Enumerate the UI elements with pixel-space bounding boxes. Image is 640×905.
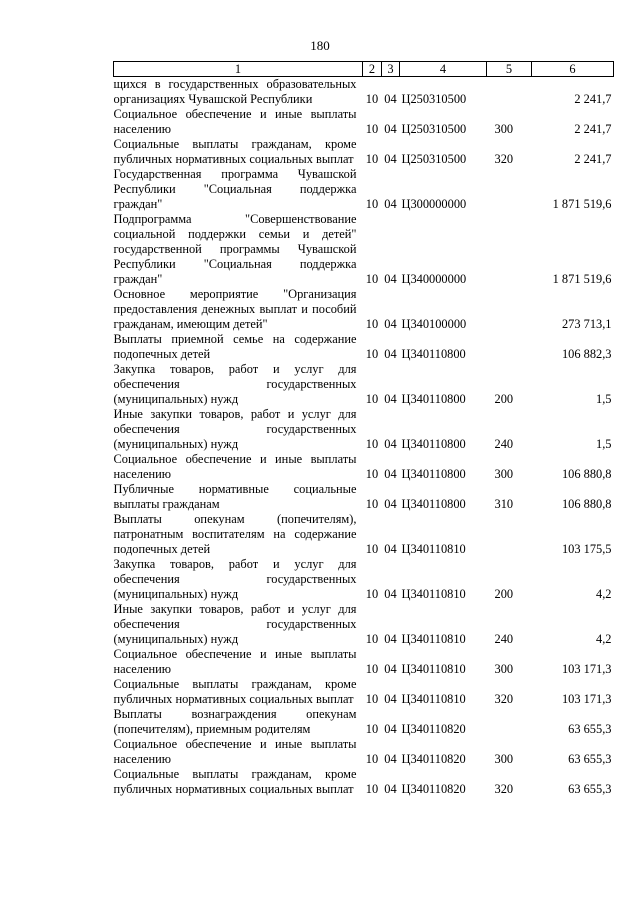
section-code: 10 [365, 122, 379, 136]
header-col-5: 5 [487, 62, 532, 77]
section-code: 10 [365, 782, 379, 796]
amount: 2 241,7 [574, 152, 612, 166]
expense-type-code: 300 [494, 752, 514, 766]
target-article-code: Ц340110820 [401, 782, 466, 796]
amount: 106 882,3 [561, 347, 612, 361]
subsection-code: 04 [384, 662, 397, 676]
section-code: 10 [365, 317, 379, 331]
expense-type-code [487, 707, 532, 737]
header-col-3: 3 [382, 62, 400, 77]
table-row [114, 212, 614, 287]
item-name: Подпрограмма "Совершенствование социальной поддержки семьи и детей" государственной программы Чувашской Республики "Социальная поддержка граждан" [113, 212, 357, 286]
item-name: Социальное обеспечение и иные выплаты населению [113, 107, 357, 136]
section-code: 10 [365, 542, 379, 556]
amount: 273 713,1 [561, 317, 612, 331]
target-article-code: Ц340110810 [401, 632, 466, 646]
expense-type-code: 200 [494, 587, 514, 601]
header-col-1: 1 [114, 62, 363, 77]
table-row [114, 737, 614, 767]
target-article-code: Ц340110800 [401, 497, 466, 511]
section-code: 10 [365, 392, 379, 406]
target-article-code: Ц340110810 [401, 542, 466, 556]
subsection-code: 04 [384, 497, 397, 511]
item-name: Социальное обеспечение и иные выплаты населению [113, 647, 357, 676]
subsection-code: 04 [384, 752, 397, 766]
table-row [114, 707, 614, 737]
item-name: Социальное обеспечение и иные выплаты населению [113, 452, 357, 481]
expense-type-code: 320 [494, 152, 514, 166]
target-article-code: Ц340110800 [401, 467, 466, 481]
subsection-code: 04 [384, 92, 397, 106]
amount: 1,5 [596, 437, 612, 451]
table-row [114, 107, 614, 137]
table-row [114, 677, 614, 707]
expense-type-code: 300 [494, 662, 514, 676]
item-name: Выплаты опекунам (попечителям), патронатным воспитателям на содержание подопечных детей [113, 512, 357, 556]
expense-type-code: 300 [494, 122, 514, 136]
header-col-2: 2 [363, 62, 382, 77]
section-code: 10 [365, 437, 379, 451]
subsection-code: 04 [384, 347, 397, 361]
amount: 106 880,8 [561, 467, 612, 481]
table-row [114, 557, 614, 602]
expense-type-code: 320 [494, 692, 514, 706]
section-code: 10 [365, 197, 379, 211]
item-name: Социальные выплаты гражданам, кроме публичных нормативных социальных выплат [113, 677, 357, 706]
item-name: Социальные выплаты гражданам, кроме публичных нормативных социальных выплат [113, 137, 357, 166]
expense-type-code: 320 [494, 782, 514, 796]
target-article-code: Ц340110810 [401, 662, 466, 676]
subsection-code: 04 [384, 722, 397, 736]
section-code: 10 [365, 497, 379, 511]
section-code: 10 [365, 152, 379, 166]
section-code: 10 [365, 662, 379, 676]
target-article-code: Ц250310500 [401, 122, 467, 136]
target-article-code: Ц340110800 [401, 347, 466, 361]
table-row [114, 362, 614, 407]
item-name: Выплаты вознаграждения опекунам (попечителям), приемным родителям [113, 707, 357, 736]
expense-type-code [487, 212, 532, 287]
expense-type-code: 310 [494, 497, 514, 511]
subsection-code: 04 [384, 782, 397, 796]
target-article-code: Ц250310500 [401, 92, 467, 106]
amount: 63 655,3 [568, 722, 612, 736]
expense-type-code: 240 [494, 437, 514, 451]
target-article-code: Ц300000000 [401, 197, 467, 211]
target-article-code: Ц250310500 [401, 152, 467, 166]
item-name: Иные закупки товаров, работ и услуг для обеспечения государственных (муниципальных) нужд [113, 407, 357, 451]
table-row [114, 512, 614, 557]
item-name: Социальное обеспечение и иные выплаты населению [113, 737, 357, 766]
amount: 4,2 [596, 587, 612, 601]
target-article-code: Ц340110820 [401, 722, 466, 736]
section-code: 10 [365, 692, 379, 706]
amount: 103 175,5 [561, 542, 612, 556]
item-name: Закупка товаров, работ и услуг для обеспечения государственных (муниципальных) нужд [113, 557, 357, 601]
item-name: Публичные нормативные социальные выплаты гражданам [113, 482, 357, 511]
table-body [114, 77, 614, 798]
table-row [114, 287, 614, 332]
item-name: щихся в государственных образовательных организациях Чувашской Республики [113, 77, 357, 106]
budget-table [113, 61, 614, 797]
amount: 63 655,3 [568, 782, 612, 796]
expense-type-code [487, 287, 532, 332]
amount: 103 171,3 [561, 662, 612, 676]
amount: 1,5 [596, 392, 612, 406]
table-row [114, 452, 614, 482]
amount: 2 241,7 [574, 122, 612, 136]
target-article-code: Ц340110800 [401, 437, 466, 451]
subsection-code: 04 [384, 467, 397, 481]
item-name: Основное мероприятие "Организация предоставления денежных выплат и пособий гражданам, имеющим детей" [113, 287, 357, 331]
subsection-code: 04 [384, 272, 397, 286]
expense-type-code [487, 167, 532, 212]
section-code: 10 [365, 347, 379, 361]
section-code: 10 [365, 92, 379, 106]
amount: 2 241,7 [574, 92, 612, 106]
expense-type-code [487, 77, 532, 108]
item-name: Государственная программа Чувашской Республики "Социальная поддержка граждан" [113, 167, 357, 211]
page-number: 180 [310, 38, 330, 53]
subsection-code: 04 [384, 197, 397, 211]
subsection-code: 04 [384, 437, 397, 451]
target-article-code: Ц340110810 [401, 587, 466, 601]
expense-type-code [487, 332, 532, 362]
table-row [114, 167, 614, 212]
subsection-code: 04 [384, 122, 397, 136]
expense-type-code: 200 [494, 392, 514, 406]
target-article-code: Ц340110820 [401, 752, 466, 766]
header-row [114, 62, 614, 77]
amount: 106 880,8 [561, 497, 612, 511]
subsection-code: 04 [384, 317, 397, 331]
subsection-code: 04 [384, 587, 397, 601]
expense-type-code: 240 [494, 632, 514, 646]
table-row [114, 77, 614, 108]
target-article-code: Ц340000000 [401, 272, 467, 286]
section-code: 10 [365, 467, 379, 481]
item-name: Закупка товаров, работ и услуг для обеспечения государственных (муниципальных) нужд [113, 362, 357, 406]
amount: 4,2 [596, 632, 612, 646]
section-code: 10 [365, 587, 379, 601]
table-row [114, 137, 614, 167]
amount: 1 871 519,6 [552, 272, 612, 286]
table-row [114, 647, 614, 677]
amount: 63 655,3 [568, 752, 612, 766]
subsection-code: 04 [384, 152, 397, 166]
subsection-code: 04 [384, 392, 397, 406]
item-name: Выплаты приемной семье на содержание подопечных детей [113, 332, 357, 361]
item-name: Социальные выплаты гражданам, кроме публичных нормативных социальных выплат [113, 767, 357, 796]
subsection-code: 04 [384, 692, 397, 706]
header-col-4: 4 [400, 62, 487, 77]
section-code: 10 [365, 722, 379, 736]
section-code: 10 [365, 632, 379, 646]
expense-type-code: 300 [494, 467, 514, 481]
target-article-code: Ц340110810 [401, 692, 466, 706]
section-code: 10 [365, 752, 379, 766]
table-row [114, 602, 614, 647]
amount: 1 871 519,6 [552, 197, 612, 211]
expense-type-code [487, 512, 532, 557]
table-row [114, 767, 614, 797]
target-article-code: Ц340100000 [401, 317, 467, 331]
subsection-code: 04 [384, 632, 397, 646]
header-col-6: 6 [532, 62, 614, 77]
item-name: Иные закупки товаров, работ и услуг для обеспечения государственных (муниципальных) нужд [113, 602, 357, 646]
table-row [114, 482, 614, 512]
section-code: 10 [365, 272, 379, 286]
subsection-code: 04 [384, 542, 397, 556]
table-row [114, 407, 614, 452]
amount: 103 171,3 [561, 692, 612, 706]
target-article-code: Ц340110800 [401, 392, 466, 406]
table-row [114, 332, 614, 362]
